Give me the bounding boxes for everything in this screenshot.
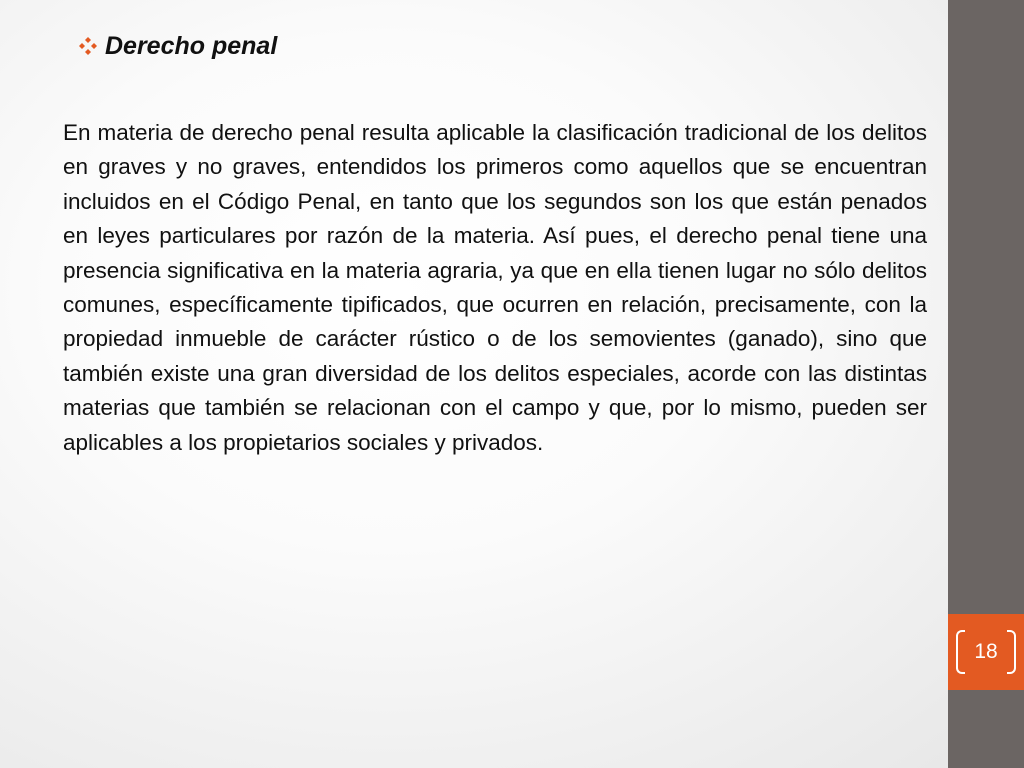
page-number: 18	[974, 640, 998, 663]
body-paragraph: En materia de derecho penal resulta aplicable la clasificación tradicional de los delitos en graves y no graves, entendidos los primeros como aquellos que se encuentran incluidos en el Código Penal, en tanto que los segundos son los que están penados en leyes particulares por razón de la materia. Así pues, el derecho penal tiene una presencia significativa en la materia agraria, ya que en ella tienen lugar no sólo delitos comunes, específicamente tipificados, que ocurren en relación, precisamente, con la propiedad inmueble de carácter rústico o de los semovientes (ganado), sino que también existe una gran diversidad de los delitos especiales, acorde con las distintas materias que también se relacionan con el campo y que, por lo mismo, pueden ser aplicables a los propietarios sociales y privados.	[63, 120, 927, 455]
page-number-tab	[948, 614, 1024, 690]
heading-text: Derecho penal	[105, 31, 278, 60]
slide-heading	[78, 28, 277, 64]
diamond-bullet-icon	[78, 36, 98, 56]
